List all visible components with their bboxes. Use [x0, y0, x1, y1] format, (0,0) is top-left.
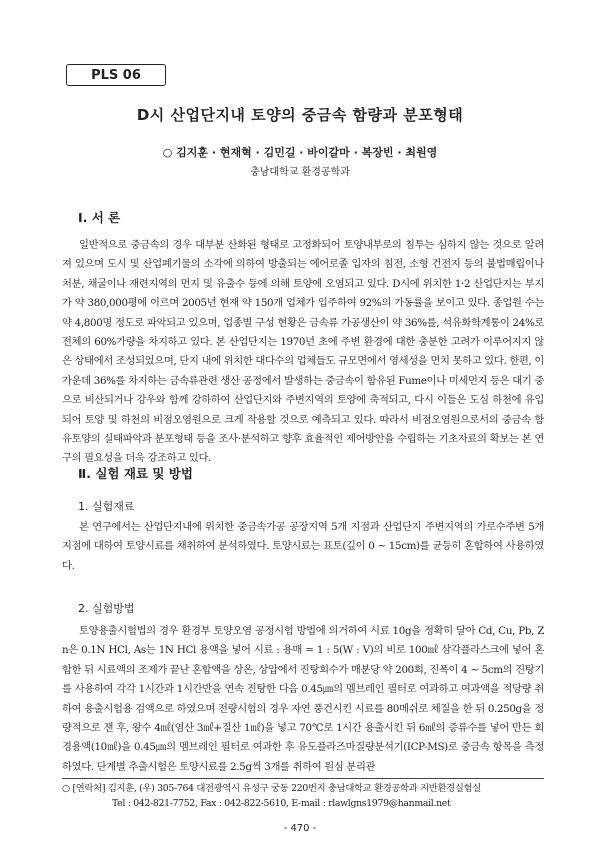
procedure-paragraph: 토양용출시험법의 경우 환경부 토양오염 공정시험 방법에 의거하여 시료 10g을 정확히 달아 Cd, Cu, Pb, Zn은 0.1N HCl, As는 1N HCl 용액을 넣어 시료 : 용매 = 1 : 5(W : V)의 비로 100㎖ 삼각플라스크에 넣어 혼합한 뒤 시료액의 조제가 끝난 혼합액을 상온, 상압에서 진탕회수가 매분당 약 200회, 진폭이 4 ~ 5cm의 진탕기를 사용하여 각각 1시간과 1시간반을 연속 진탕한 다음 0.45㎛의 멤브레인 필터로 여과하고 여과액을 적당량 취하여 용출시험용 검액으로 하였으며 전량시험의 경우 자연 풍건시킨 시료를 80메쉬로 체질을 한 뒤 0.250g을 정량적으로 잰 후, 왕수 4㎖(염산 3㎖+질산 1㎖)을 넣고 70℃로 1시간 용출시킨 뒤 6㎖의 증류수를 넣어 만든 희경용액(10㎖)을 0.45㎛의 멤브레인 필터로 여과한 후 유도플라즈마질량분석기(ICP-MS)로 중금속 항목을 측정하였다. 단계별 추출시험은 토양시료를 2.5g씩 3개를 취하여 원심 분리관 — [62, 625, 544, 773]
section-heading-intro: Ⅰ. 서 론 — [78, 210, 121, 225]
subsection-heading-procedure: 2. 실험방법 — [78, 602, 135, 615]
footnote-phone-email: Tel : 042-821-7752, Fax : 042-822-5610, E-mail : rlawlgns1979@hanmail.net — [112, 798, 451, 809]
footnote-contact: ○ [연락처] 김지훈, (우) 305-764 대전광역시 유성구 궁동 220번지 충남대학교 환경공학과 지반환경실험실 — [62, 783, 481, 794]
section-heading-methods: Ⅱ. 실험 재료 및 방법 — [78, 466, 193, 481]
materials-paragraph: 본 연구에서는 산업단지내에 위치한 중금속가공 공장지역 5개 지점과 산업단지 주변지역의 가로수주변 5개 지점에 대하여 토양시료를 채취하여 분석하였다. 토양시료는 표토(깊이 0 ~ 15cm)를 균등히 혼합하여 사용하였다. — [62, 521, 544, 572]
footnote-divider — [62, 778, 544, 779]
author-list: ○ 김지훈 · 현재혁 · 김민길 · 바이갈마 · 복장빈 · 최원영 — [162, 146, 438, 159]
intro-paragraph: 일반적으로 중금속의 경우 대부분 산화된 형태로 고정화되어 토양내부로의 침투는 심하지 않는 것으로 알려져 있으며 도시 및 산업폐기물의 소각에 의하여 방출되는 에어로졸 입자의 침전, 소형 건전지 등의 불법매립이나 처분, 채굴이나 재련지역의 먼지 및 유출수 등에 의해 토양에 오염되고 있다. D시에 위치한 1·2 산업단지는 부지가 약 380,000평에 이르며 2005년 현재 약 150개 업체가 입주하여 92%의 가동률을 보이고 있다. 종업원 수는 약 4,800명 정도로 파악되고 있으며, 업종별 구성 현황은 금속류 가공생산이 약 36%를, 석유화학계통이 24%로 전체의 60%가량을 차지하고 있다. 본 산업단지는 1970년 초에 주변 환경에 대한 충분한 고려가 이루어지지 않은 상태에서 조성되었으며, 단지 내에 위치한 대다수의 업체들도 규모면에서 영세성을 면치 못하고 있다. 한편, 이 가운데 36%를 차지하는 금속류관련 생산 공정에서 발생하는 중금속이 함유된 Fume이나 미세먼지 등은 대기 중으로 비산되거나 강우와 함께 강하하여 산업단지와 주변지역의 토양에 축적되고, 다시 이들은 도심 하천에 유입되어 토양 및 하천의 비점오염원으로 크게 작용할 것으로 예측되고 있다. 따라서 비점오염원으로서의 중금속 함유토양의 실태파악과 분포형태 등을 조사·분석하고 향후 효율적인 제어방안을 수립하는 기초자료의 확보는 본 연구의 필요성을 더욱 강조하고 있다. — [62, 239, 544, 465]
paper-title: D시 산업단지내 토양의 중금속 함량과 분포형태 — [136, 106, 464, 124]
page-number: - 470 - — [283, 823, 317, 834]
affiliation: 충남대학교 환경공학과 — [250, 167, 350, 178]
subsection-heading-materials: 1. 실험재료 — [78, 500, 135, 513]
paper-code-box: PLS 06 — [66, 64, 166, 86]
